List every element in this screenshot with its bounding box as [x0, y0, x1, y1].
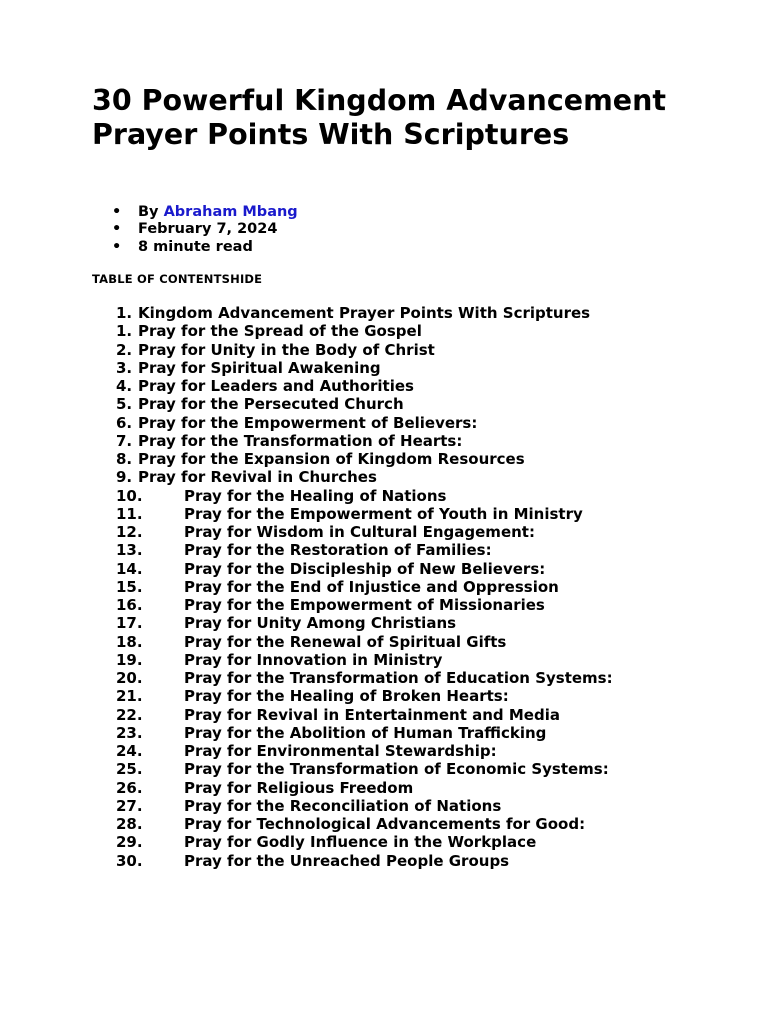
toc-item[interactable]: [116, 687, 613, 705]
toc-item-label: Pray for the Discipleship of New Believers:: [184, 559, 546, 578]
article-meta: [112, 204, 298, 256]
toc-item-label: Pray for the Empowerment of Missionaries: [184, 596, 545, 614]
toc-item-number: 25.: [116, 760, 143, 779]
meta-date: [112, 221, 298, 238]
toc-item-number: 3.: [116, 358, 133, 377]
toc-item[interactable]: [116, 359, 613, 377]
toc-item[interactable]: [116, 633, 613, 651]
toc-item[interactable]: [116, 797, 613, 815]
toc-item-label: Pray for Religious Freedom: [184, 778, 414, 797]
toc-item-label: Pray for the Reconciliation of Nations: [184, 796, 502, 815]
toc-item-number: 5.: [116, 395, 133, 414]
toc-item[interactable]: [116, 578, 613, 596]
toc-item-number: 17.: [116, 614, 143, 633]
toc-item[interactable]: [116, 377, 613, 395]
toc-item-label: Pray for Technological Advancements for Good:: [184, 815, 586, 833]
toc-item[interactable]: [116, 414, 613, 432]
toc-item-label: Pray for the Healing of Broken Hearts:: [184, 687, 509, 706]
toc-item[interactable]: [116, 724, 613, 742]
toc-item-number: 16.: [116, 596, 143, 614]
toc-item[interactable]: [116, 614, 613, 632]
toc-heading[interactable]: TABLE OF CONTENTSHIDE: [92, 272, 263, 286]
bullet-icon: •: [112, 221, 122, 238]
toc-item-number: 29.: [116, 833, 143, 852]
bullet-icon: •: [112, 238, 122, 255]
by-prefix: By: [138, 204, 159, 220]
toc-item[interactable]: [116, 541, 613, 559]
toc-item-label: Pray for Spiritual Awakening: [138, 358, 381, 377]
toc-item-label: Pray for the End of Injustice and Oppression: [184, 577, 559, 596]
toc-item-number: 21.: [116, 687, 143, 706]
toc-item[interactable]: [116, 304, 613, 322]
toc-item[interactable]: [116, 523, 613, 541]
toc-item-number: 15.: [116, 577, 143, 596]
toc-item-number: 24.: [116, 742, 143, 760]
toc-item-label: Pray for the Spread of the Gospel: [138, 322, 422, 341]
toc-item-label: Pray for Revival in Churches: [138, 468, 377, 487]
toc-item-number: 12.: [116, 523, 143, 541]
toc-item-number: 13.: [116, 541, 143, 560]
toc-item[interactable]: [116, 760, 613, 778]
publish-date: February 7, 2024: [138, 221, 278, 238]
toc-item[interactable]: [116, 450, 613, 468]
toc-item-number: 1.: [116, 322, 133, 341]
toc-item[interactable]: [116, 560, 613, 578]
toc-item[interactable]: [116, 322, 613, 340]
toc-item-number: 8.: [116, 450, 133, 468]
toc-item-number: 1.: [116, 304, 133, 322]
toc-item-label: Pray for Innovation in Ministry: [184, 650, 443, 669]
toc-item-number: 10.: [116, 486, 143, 505]
toc-item[interactable]: [116, 669, 613, 687]
toc-item-number: 6.: [116, 413, 133, 432]
toc-item-number: 22.: [116, 705, 143, 724]
toc-item-label: Kingdom Advancement Prayer Points With Scriptures: [138, 304, 591, 322]
toc-item[interactable]: [116, 779, 613, 797]
toc-item[interactable]: [116, 341, 613, 359]
toc-item-number: 14.: [116, 559, 143, 578]
toc-item-label: Pray for Leaders and Authorities: [138, 377, 414, 395]
toc-item-number: 11.: [116, 504, 143, 523]
toc-item-label: Pray for the Abolition of Human Trafficking: [184, 723, 547, 742]
toc-item-number: 18.: [116, 632, 143, 651]
toc-item-label: Pray for Unity Among Christians: [184, 614, 457, 633]
read-time: 8 minute read: [138, 238, 253, 255]
toc-item-number: 30.: [116, 851, 143, 870]
toc-item-label: Pray for the Empowerment of Youth in Ministry: [184, 504, 583, 523]
toc-item-label: Pray for the Empowerment of Believers:: [138, 413, 478, 432]
toc-item[interactable]: [116, 833, 613, 851]
toc-item-label: Pray for the Expansion of Kingdom Resources: [138, 450, 525, 468]
toc-item-label: Pray for Unity in the Body of Christ: [138, 340, 435, 359]
bullet-icon: •: [112, 204, 122, 220]
toc-item[interactable]: [116, 395, 613, 413]
toc-item-label: Pray for the Persecuted Church: [138, 395, 404, 414]
toc-item-number: 2.: [116, 340, 133, 359]
toc-item[interactable]: [116, 815, 613, 833]
toc-item-label: Pray for the Restoration of Families:: [184, 541, 492, 560]
toc-item-number: 4.: [116, 377, 133, 395]
author-link[interactable]: Abraham Mbang: [163, 204, 298, 220]
toc-item-label: Pray for Godly Influence in the Workplace: [184, 833, 537, 852]
toc-item-label: Pray for Wisdom in Cultural Engagement:: [184, 523, 535, 541]
toc-item-number: 26.: [116, 778, 143, 797]
toc-item-number: 20.: [116, 669, 143, 687]
meta-author: [112, 204, 298, 221]
toc-item-label: Pray for the Healing of Nations: [184, 486, 447, 505]
toc-item[interactable]: [116, 505, 613, 523]
toc-item-label: Pray for the Renewal of Spiritual Gifts: [184, 632, 507, 651]
toc-item-label: Pray for the Transformation of Hearts:: [138, 431, 463, 450]
table-of-contents: [116, 304, 613, 870]
toc-item[interactable]: [116, 468, 613, 486]
toc-item-number: 19.: [116, 650, 143, 669]
toc-item-label: Pray for the Unreached People Groups: [184, 851, 510, 870]
toc-item-number: 27.: [116, 796, 143, 815]
toc-item-number: 23.: [116, 723, 143, 742]
toc-item[interactable]: [116, 852, 613, 870]
toc-item-label: Pray for the Transformation of Education Systems:: [184, 669, 613, 687]
toc-item[interactable]: [116, 742, 613, 760]
toc-item[interactable]: [116, 706, 613, 724]
toc-item[interactable]: [116, 432, 613, 450]
toc-item[interactable]: [116, 487, 613, 505]
toc-item-number: 9.: [116, 468, 133, 487]
toc-item[interactable]: [116, 596, 613, 614]
toc-item-number: 7.: [116, 431, 133, 450]
toc-item-label: Pray for Revival in Entertainment and Media: [184, 705, 560, 724]
meta-read-time: [112, 239, 298, 256]
toc-item-label: Pray for the Transformation of Economic Systems:: [184, 760, 609, 779]
toc-item-number: 28.: [116, 815, 143, 833]
toc-item[interactable]: [116, 651, 613, 669]
page-title: 30 Powerful Kingdom Advancement Prayer Points With Scriptures: [92, 84, 667, 151]
toc-item-label: Pray for Environmental Stewardship:: [184, 742, 497, 760]
